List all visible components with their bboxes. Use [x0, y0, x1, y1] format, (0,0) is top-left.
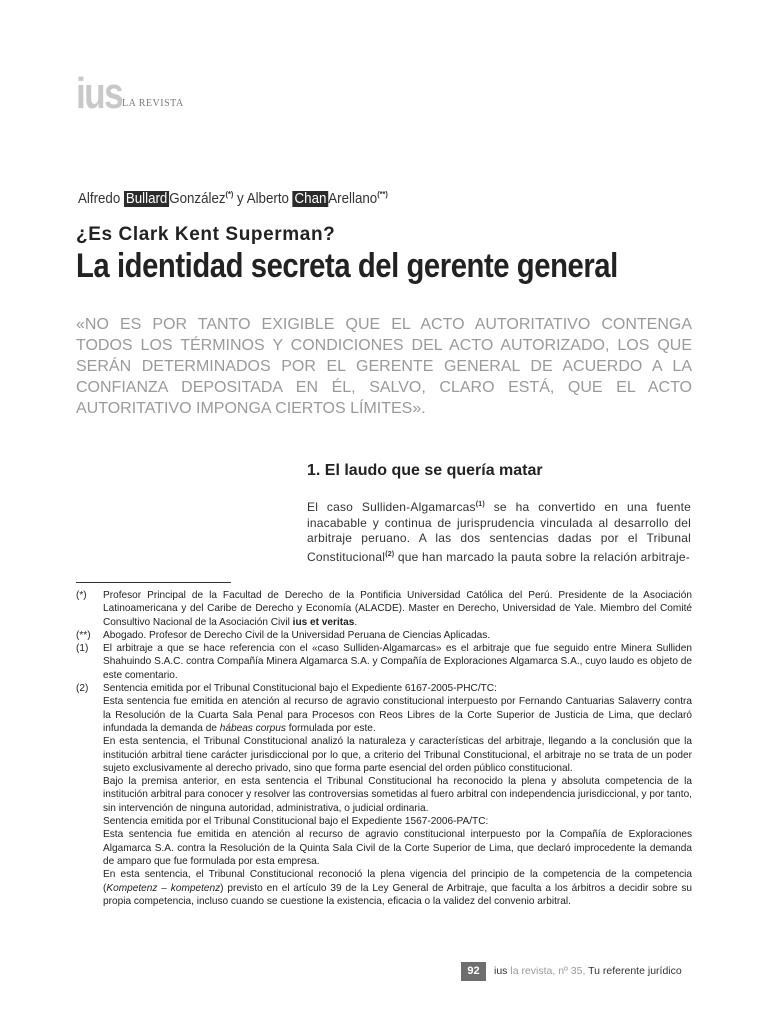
author2-footnote-mark: (**) [377, 190, 388, 199]
body-text-b: se ha convertido en una fuente inacabable y continua de jurisprudencia vinculada al desarrollo del arbitraje peruano. A las dos sentencias dadas por el Tribunal Constitucional [307, 500, 691, 564]
author1-footnote-mark: (*) [225, 190, 234, 199]
author-conjunction: y [237, 191, 244, 207]
author1-highlighted-name: Bullard [125, 191, 168, 207]
body-paragraph [307, 497, 691, 565]
footnote-author1 [76, 589, 692, 629]
footnote-paragraph: Bajo la premisa anterior, en esta sentencia el Tribunal Constitucional ha reconocido la plena y absoluta competencia de la institución arbitral para conocer y resolver las controversias sometidas al fuero arbitral con independencia jurisdiccional, y por tanto, sin intervención de ninguna autoridad, administrativa, o judicial ordinaria. [103, 776, 692, 814]
footnote-paragraph: Sentencia emitida por el Tribunal Constitucional bajo el Expediente 1567-2006-PA/TC: [103, 816, 489, 828]
footnote-ref-2: (2) [385, 550, 395, 558]
journal-logo: ius [76, 69, 123, 118]
footnote-paragraph: Esta sentencia fue emitida en atención al recurso de agravio constitucional interpuesto por la Compañía de Exploraciones Algamarca S.A. contra la Resolución de la Quinta Sala Civil de la Corte Superior de Lima, que declaró improcedente la demanda de amparo que fue formulada por esta empresa. [103, 829, 692, 867]
pull-quote: «NO ES POR TANTO EXIGIBLE QUE EL ACTO AUTORITATIVO CONTENGA TODOS LOS TÉRMINOS Y CONDICIONES DEL ACTO AUTORIZADO, LOS QUE SERÁN DETERMINADOS POR EL GERENTE GENERAL DE ACUERDO A LA CONFIANZA DEPOSITADA EN ÉL, SALVO, CLARO ESTÁ, QUE EL ACTO AUTORITATIVO IMPONGA CIERTOS LÍMITES». [76, 316, 692, 417]
footnote-text: formulada por este. [285, 722, 376, 734]
footer-tagline: Tu referente jurídico [585, 965, 682, 977]
footnotes [76, 589, 692, 908]
footnote-text: Abogado. Profesor de Derecho Civil de la Universidad Peruana de Ciencias Aplicadas. [103, 629, 491, 641]
article-kicker: ¿Es Clark Kent Superman? [76, 224, 336, 245]
author-line [78, 190, 388, 207]
section-heading: 1. El laudo que se quería matar [307, 462, 543, 479]
author2-last-name: Arellano [328, 191, 378, 207]
footer-issue: la revista, nº 35, [507, 965, 586, 977]
article-title: La identidad secreta del gerente general [76, 247, 618, 285]
footnote-italic-text: Kompetenz – kompetenz [106, 882, 221, 894]
footnote-text: ) previsto en el artículo 39 de la Ley General de Arbitraje, que faculta a los árbitros a decidir sobre su propia competencia, incluso cuando se cuestione la existencia, eficacia o la validez del convenio arbitral. [103, 882, 692, 907]
author2-first-name: Alberto [246, 191, 289, 207]
footnote-bold-text: ius et veritas [292, 616, 355, 628]
author2-highlighted-name: Chan [294, 191, 327, 207]
footnote-paragraph: En esta sentencia, el Tribunal Constitucional analizó la naturaleza y características del arbitraje, llegando a la conclusión que la institución arbitral tiene carácter jurisdiccional por lo que, a criterio del Tribunal Constitucional, el arbitraje no se trata de un poder sujeto exclusivamente al derecho privado, sino que forma parte esencial del orden público constitucional. [103, 736, 692, 774]
running-footer [494, 965, 682, 977]
footnote-paragraph: Sentencia emitida por el Tribunal Constitucional bajo el Expediente 6167-2005-PHC/TC: [103, 683, 497, 695]
footnote-2 [76, 682, 692, 908]
footnote-author2 [76, 629, 692, 642]
footnote-paragraph [103, 868, 692, 908]
body-text-c: que han marcado la pauta sobre la relación arbitraje- [394, 549, 690, 564]
footer-brand: ius [494, 965, 508, 977]
author1-first-name: Alfredo [78, 191, 121, 207]
footnote-text: El arbitraje a que se hace referencia con el «caso Sulliden-Algamarcas» es el arbitraje que fue seguido entre Minera Sulliden Shahuindo S.A.C. contra Compañía Minera Algamarca S.A. y Compañía de Exploraciones Algamarca S.A., cuyo laudo es objeto de este comentario. [103, 643, 692, 681]
footnote-mark: (1) [76, 643, 89, 655]
footnote-1 [76, 642, 692, 682]
footnote-italic-text: hábeas corpus [219, 722, 286, 734]
footnote-text: Profesor Principal de la Facultad de Derecho de la Pontificia Universidad Católica del Perú. Presidente de la Asociación Latinoamericana y del Caribe de Derecho y Economía (ALACDE). Master en Derecho, Universidad de Yale. Miembro del Comité Consultivo Nacional de la Asociación Civil [103, 590, 692, 628]
footnote-paragraph [103, 695, 692, 735]
body-text-a: El caso Sulliden-Algamarcas [307, 500, 476, 514]
author1-last-name: González [169, 191, 226, 207]
footnote-mark: (*) [76, 590, 87, 601]
journal-logo-subtitle: LA REVISTA [122, 98, 184, 109]
footnote-ref-1: (1) [475, 501, 485, 508]
footnote-mark: (2) [76, 683, 89, 695]
footnote-mark: (**) [76, 629, 91, 641]
footnote-text: Esta sentencia fue emitida en atención al recurso de agravio constitucional interpuesto por Fernando Cantuarias Salaverry contra la Resolución de la Cuarta Sala Penal para Procesos con Reos Libres de la Corte Superior de Justicia de Lima, que declaró infundada la demanda de [103, 696, 692, 734]
footnote-text: En esta sentencia, el Tribunal Constitucional reconoció la plena vigencia del principio de la competencia de la competencia ( [103, 869, 692, 894]
footnote-divider [76, 582, 231, 583]
footnote-text-end: . [354, 616, 358, 628]
page-number: 92 [461, 962, 486, 981]
